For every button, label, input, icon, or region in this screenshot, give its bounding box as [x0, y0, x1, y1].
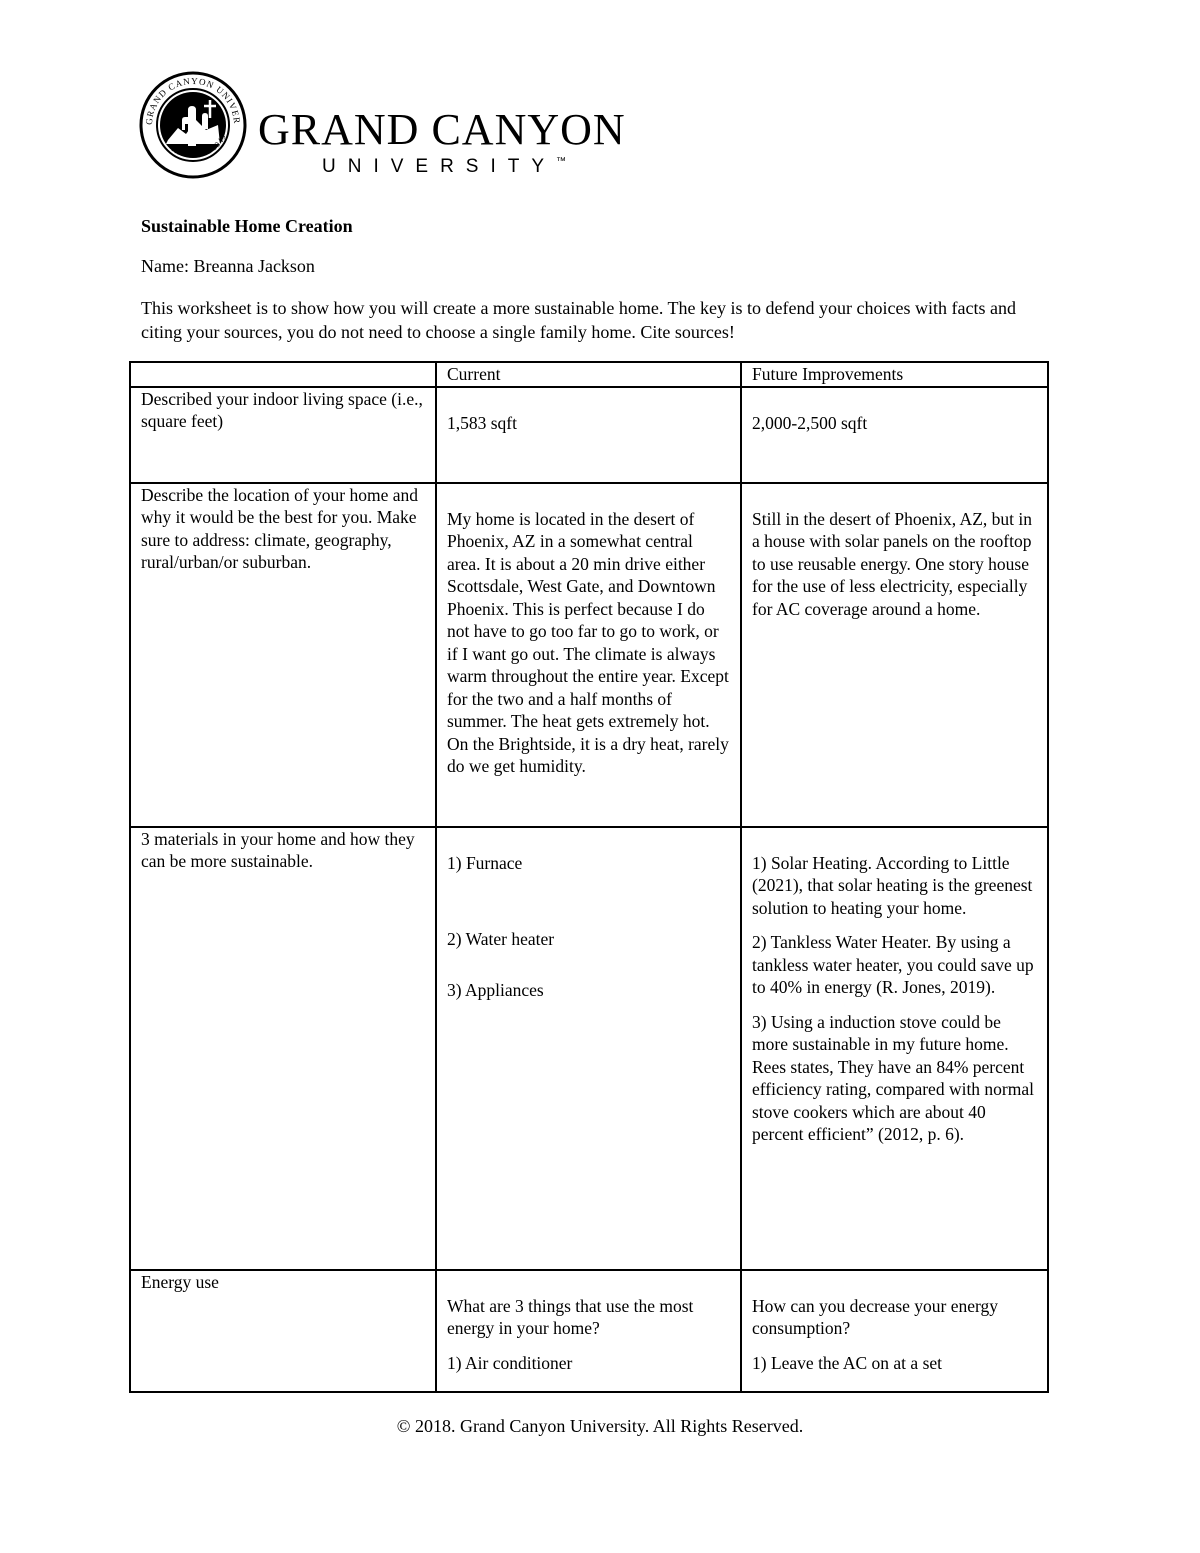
list-item: 1) Solar Heating. According to Little (2021), that solar heating is the greenest solution to heating your home.	[752, 852, 1033, 918]
row-label: Energy use	[130, 1270, 436, 1392]
row-current	[436, 827, 741, 1270]
header-cell-future: Future Improvements	[741, 362, 1048, 387]
table-row	[130, 483, 1048, 827]
list-item: 3) Appliances	[447, 979, 544, 1000]
row-future	[741, 827, 1048, 1270]
wordmark-grand-canyon: GRAND CANYON	[258, 105, 626, 154]
table-row	[130, 1270, 1048, 1392]
row-label: Describe the location of your home and why it would be the best for you. Make sure to address: climate, geography, rural/urban/or suburban.	[130, 483, 436, 827]
document-title: Sustainable Home Creation	[141, 216, 353, 236]
svg-text:ARIZONA 1949: ARIZONA 1949	[170, 132, 229, 160]
row-future	[741, 1270, 1048, 1392]
wordmark-university: UNIVERSITY™	[322, 156, 567, 177]
svg-text:GRAND CANYON UNIVERSITY: GRAND CANYON UNIVER	[143, 75, 243, 126]
row-future: Still in the desert of Phoenix, AZ, but in a house with solar panels on the rooftop to use reusable energy. One story house for the use of less electricity, especially for AC coverage around a home.	[741, 483, 1048, 827]
list-item: 2) Water heater	[447, 929, 555, 949]
header-cell-current: Current	[436, 362, 741, 387]
table-row	[130, 827, 1048, 1270]
row-current	[436, 1270, 741, 1392]
copyright-footer: © 2018. Grand Canyon University. All Rights Reserved.	[396, 1416, 804, 1436]
intro-paragraph: This worksheet is to show how you will create a more sustainable home. The key is to defend your choices with facts and citing your sources, you do not need to choose a single family home. Cite sources!	[141, 298, 1016, 342]
energy-question: How can you decrease your energy consumption?	[752, 1295, 999, 1338]
worksheet-table	[129, 361, 1049, 1393]
energy-question: What are 3 things that use the most energy in your home?	[447, 1295, 694, 1338]
list-item: 3) Using a induction stove could be more sustainable in my future home. Rees states, They have an 84% percent efficiency rating, compared with normal stove cookers which are about 40 percent efficient” (2012, p. 6).	[752, 1011, 1034, 1144]
row-future: 2,000-2,500 sqft	[741, 387, 1048, 483]
wordmark	[258, 105, 626, 178]
list-item: 1) Leave the AC on at a set	[752, 1352, 943, 1373]
university-seal-icon	[138, 70, 248, 180]
table-header-row	[130, 362, 1048, 387]
gcu-logo	[138, 70, 626, 180]
list-item: 1) Furnace	[447, 852, 523, 873]
row-current: 1,583 sqft	[436, 387, 741, 483]
row-label: Described your indoor living space (i.e., square feet)	[130, 387, 436, 483]
list-item: 2) Tankless Water Heater. By using a tankless water heater, you could save up to 40% in energy (R. Jones, 2019).	[752, 932, 1034, 997]
row-label: 3 materials in your home and how they can be more sustainable.	[130, 827, 436, 1270]
table-row	[130, 387, 1048, 483]
list-item: 1) Air conditioner	[447, 1352, 573, 1373]
header-cell-empty	[130, 362, 436, 387]
student-name: Name: Breanna Jackson	[141, 256, 315, 276]
row-current: My home is located in the desert of Phoenix, AZ in a somewhat central area. It is about a 20 min drive either Scottsdale, West Gate, and Downtown Phoenix. This is perfect because I do not have to go too far to go to work, or if I want go out. The climate is always warm throughout the entire year. Except for the two and a half months of summer. The heat gets extremely hot. On the Brightside, it is a dry heat, rarely do we get humidity.	[436, 483, 741, 827]
